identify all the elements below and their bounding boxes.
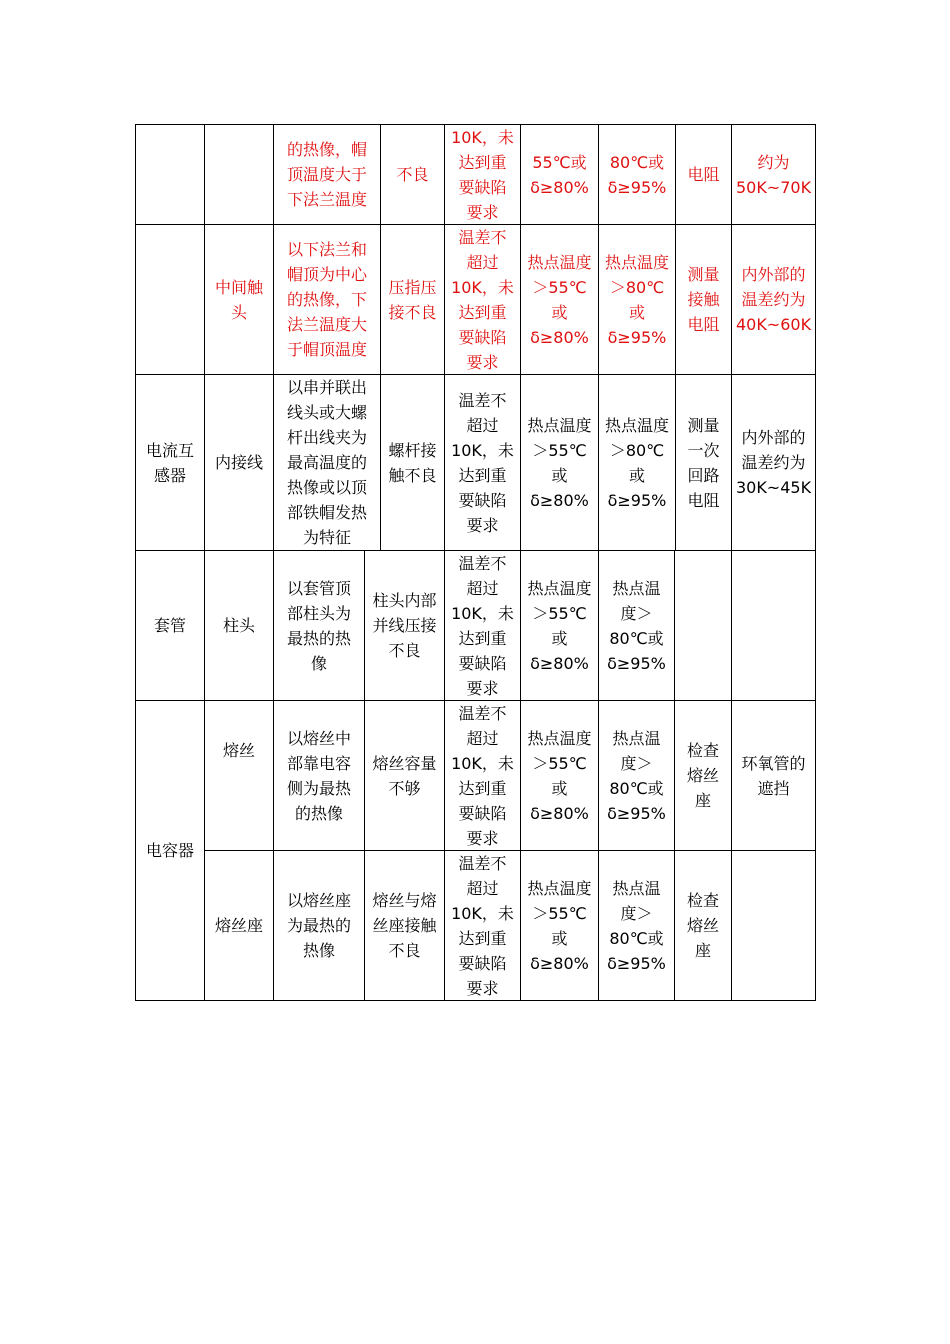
cell-r0-part — [204, 124, 274, 225]
cell-r0-remark — [731, 124, 816, 225]
cell-r2-part — [204, 374, 274, 551]
cell-text: 热点温度＞55℃或δ≥80% — [527, 878, 592, 973]
cell-text: 压指压接不良 — [388, 277, 437, 322]
cell-r3-cause — [364, 550, 445, 701]
cell-text: 电流互感器 — [145, 440, 194, 485]
cell-r5-critical — [598, 850, 675, 1001]
cell-r0-cause — [380, 124, 445, 225]
cell-text: 不良 — [396, 165, 429, 184]
cell-text: 温差不超过10K，未达到重要缺陷要求 — [451, 553, 514, 698]
cell-text: 柱头内部并线压接不良 — [372, 591, 437, 660]
cell-r4-cause — [364, 700, 445, 851]
cell-text: 热点温度＞80℃或δ≥95% — [607, 578, 666, 673]
cell-r1-part — [204, 224, 274, 375]
cell-r2-feature — [273, 374, 381, 551]
cell-text: 以下法兰和帽顶为中心的热像，下法兰温度大于帽顶温度 — [286, 240, 367, 359]
cell-r0-serious — [520, 124, 599, 225]
cell-text: 以熔丝座为最热的热像 — [286, 891, 351, 960]
cell-r0-critical — [598, 124, 676, 225]
cell-r1-general — [444, 224, 521, 375]
cell-r3-general — [444, 550, 521, 701]
cell-text: 以串并联出线头或大螺杆出线夹为最高温度的热像或以顶部铁帽发热为特征 — [286, 378, 367, 547]
cell-r0-general — [444, 124, 521, 225]
cell-text: 热点温度＞55℃或δ≥80% — [527, 415, 592, 510]
cell-r5-general — [444, 850, 521, 1001]
cell-r2-general — [444, 374, 521, 551]
cell-r4-critical — [598, 700, 675, 851]
cell-r4-feature — [273, 700, 365, 851]
cell-r0-equipment — [135, 124, 205, 225]
cell-text: 80℃或δ≥95% — [607, 152, 667, 197]
cell-text: 温差不超过10K，未达到重要缺陷要求 — [451, 390, 514, 535]
cell-text: 熔丝座 — [214, 916, 263, 935]
cell-text: 内外部的温差约为30K~45K — [735, 428, 812, 497]
cell-r3-feature — [273, 550, 365, 701]
cell-r1-remark — [731, 224, 816, 375]
cell-r3-method — [674, 550, 732, 701]
cell-r5-remark — [731, 850, 816, 1001]
cell-r5-serious — [520, 850, 599, 1001]
cell-r1-critical — [598, 224, 676, 375]
cell-r2-equipment — [135, 374, 205, 551]
cell-text: 套管 — [153, 616, 186, 635]
cell-r4-part — [204, 700, 274, 851]
cell-r2-method — [675, 374, 732, 551]
cell-text: 55℃或δ≥80% — [530, 152, 589, 197]
cell-r1-equipment — [135, 224, 205, 375]
cell-text: 温差不超过10K，未达到重要缺陷要求 — [451, 853, 514, 998]
cell-r4-equipment — [135, 700, 205, 1001]
cell-r1-cause — [380, 224, 445, 375]
cell-text: 的热像，帽顶温度大于下法兰温度 — [286, 140, 367, 209]
cell-text: 热点温度＞55℃或δ≥80% — [527, 252, 592, 347]
cell-text: 内接线 — [214, 453, 263, 472]
cell-text: 柱头 — [222, 616, 255, 635]
cell-text: 电阻 — [687, 165, 720, 184]
cell-text: 测量接触电阻 — [687, 265, 720, 334]
cell-text: 内外部的温差约为40K~60K — [735, 265, 812, 334]
cell-r4-method — [674, 700, 732, 851]
cell-text: 热点温度＞55℃或δ≥80% — [527, 728, 592, 823]
cell-text: 热点温度＞80℃或δ≥95% — [607, 878, 666, 973]
cell-r1-feature — [273, 224, 381, 375]
cell-r2-remark — [731, 374, 816, 551]
cell-r5-method — [674, 850, 732, 1001]
cell-text: 螺杆接触不良 — [388, 440, 437, 485]
cell-text: 环氧管的遮挡 — [741, 753, 806, 798]
cell-r2-critical — [598, 374, 676, 551]
cell-r0-method — [675, 124, 732, 225]
cell-text: 热点温度＞55℃或δ≥80% — [527, 578, 592, 673]
cell-r2-serious — [520, 374, 599, 551]
cell-text: 热点温度＞80℃或δ≥95% — [607, 728, 666, 823]
cell-r4-general — [444, 700, 521, 851]
cell-text: 以熔丝中部靠电容侧为最热的热像 — [286, 728, 351, 823]
cell-text: 测量一次回路电阻 — [687, 415, 720, 510]
cell-r3-equipment — [135, 550, 205, 701]
cell-r5-cause — [364, 850, 445, 1001]
cell-r5-part — [204, 850, 274, 1001]
cell-r3-critical — [598, 550, 675, 701]
cell-text: 温差不超过10K，未达到重要缺陷要求 — [451, 227, 514, 372]
cell-text: 温差不超过10K，未达到重要缺陷要求 — [451, 703, 514, 848]
cell-r2-cause — [380, 374, 445, 551]
cell-r4-serious — [520, 700, 599, 851]
cell-text: 热点温度＞80℃或δ≥95% — [605, 415, 670, 510]
cell-r0-feature — [273, 124, 381, 225]
cell-text: 热点温度＞80℃或δ≥95% — [605, 252, 670, 347]
cell-r3-part — [204, 550, 274, 701]
cell-r4-remark — [731, 700, 816, 851]
cell-text: 熔丝 — [222, 741, 255, 760]
cell-r3-remark — [731, 550, 816, 701]
cell-text: 电容器 — [145, 841, 194, 860]
cell-text: 中间触头 — [214, 277, 263, 322]
cell-text: 检查熔丝座 — [686, 741, 719, 810]
cell-r1-method — [675, 224, 732, 375]
cell-r5-feature — [273, 850, 365, 1001]
cell-r1-serious — [520, 224, 599, 375]
cell-text: 熔丝与熔丝座接触不良 — [372, 891, 437, 960]
cell-text: 检查熔丝座 — [686, 891, 719, 960]
cell-text: 以套管顶部柱头为最热的热像 — [286, 578, 351, 673]
cell-r3-serious — [520, 550, 599, 701]
cell-text: 熔丝容量不够 — [372, 753, 437, 798]
cell-text: 约为50K~70K — [735, 152, 812, 197]
cell-text: 10K，未达到重要缺陷要求 — [451, 127, 514, 222]
